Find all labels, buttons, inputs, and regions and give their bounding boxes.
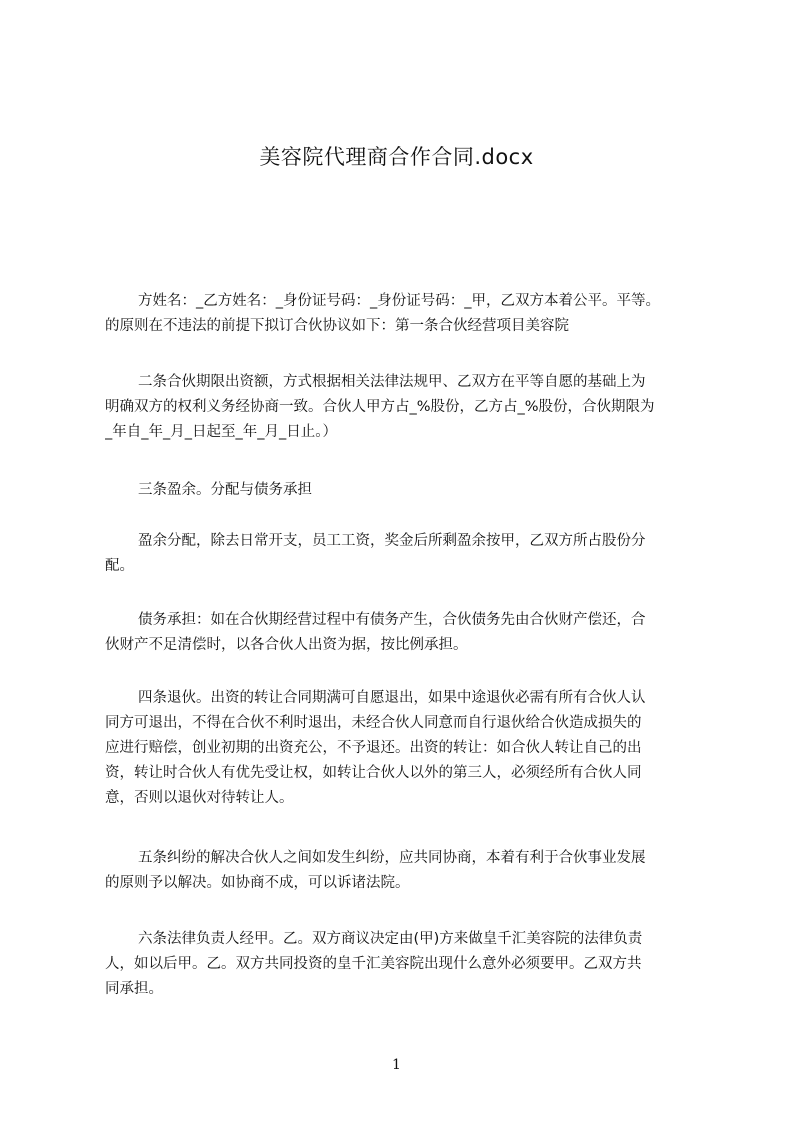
paragraph-line: 四条退伙。出资的转让合同期满可自愿退出，如果中途退伙必需有所有合伙人认 — [138, 690, 646, 706]
paragraph-profit-distribution — [105, 529, 701, 579]
document-title: 美容院代理商合作合同.docx — [259, 145, 534, 169]
paragraph-line: 应进行赔偿，创业初期的出资充公，不予退还。出资的转让：如合伙人转让自己的出 — [105, 740, 642, 756]
paragraph-line: 六条法律负责人经甲。乙。双方商议决定由(甲)方来做皇千汇美容院的法律负责 — [138, 931, 643, 947]
paragraph-article-5 — [105, 846, 701, 896]
paragraph-line: 的原则在不违法的前提下拟订合伙协议如下：第一条合伙经营项目美容院 — [105, 318, 569, 334]
paragraph-line: 伙财产不足清偿时，以各合伙人出资为据，按比例承担。 — [105, 637, 468, 653]
paragraph-debt — [105, 608, 701, 658]
paragraph-article-6 — [105, 927, 701, 1002]
paragraph-article-3 — [105, 478, 701, 503]
paragraph-line: 债务承担：如在合伙期经营过程中有债务产生，合伙债务先由合伙财产偿还，合 — [138, 612, 646, 628]
paragraph-line: 同承担。 — [105, 981, 163, 997]
paragraph-line: 五条纠纷的解决合伙人之间如发生纠纷，应共同协商，本着有利于合伙事业发展 — [138, 850, 646, 866]
page-number: 1 — [392, 1057, 401, 1073]
paragraph-line: 二条合伙期限出资额，方式根据相关法律法规甲、乙双方在平等自愿的基础上为 — [138, 374, 646, 390]
paragraph-article-2 — [105, 370, 701, 445]
paragraph-line: 方姓名：_乙方姓名：_身份证号码：_身份证号码：_甲，乙双方本着公平。平等。 — [138, 293, 660, 309]
paragraph-line: 资，转让时合伙人有优先受让权，如转让合伙人以外的第三人，必须经所有合伙人同 — [105, 765, 642, 781]
paragraph-line: 的原则予以解决。如协商不成，可以诉诸法院。 — [105, 875, 410, 891]
paragraph-article-4 — [105, 686, 701, 811]
paragraph-line: 意，否则以退伙对待转让人。 — [105, 790, 294, 806]
paragraph-line: _年自_年_月_日起至_年_月_日止。） — [105, 424, 337, 440]
paragraph-parties — [105, 289, 701, 339]
paragraph-line: 人，如以后甲。乙。双方共同投资的皇千汇美容院出现什么意外必须要甲。乙双方共 — [105, 956, 642, 972]
paragraph-line: 同方可退出，不得在合伙不利时退出，未经合伙人同意而自行退伙给合伙造成损失的 — [105, 715, 642, 731]
paragraph-line: 配。 — [105, 558, 134, 574]
paragraph-line: 三条盈余。分配与债务承担 — [138, 482, 312, 498]
paragraph-line: 明确双方的权利义务经协商一致。合伙人甲方占_%股份，乙方占_%股份，合伙期限为 — [105, 399, 655, 415]
paragraph-line: 盈余分配，除去日常开支，员工工资，奖金后所剩盈余按甲，乙双方所占股份分 — [138, 533, 646, 549]
